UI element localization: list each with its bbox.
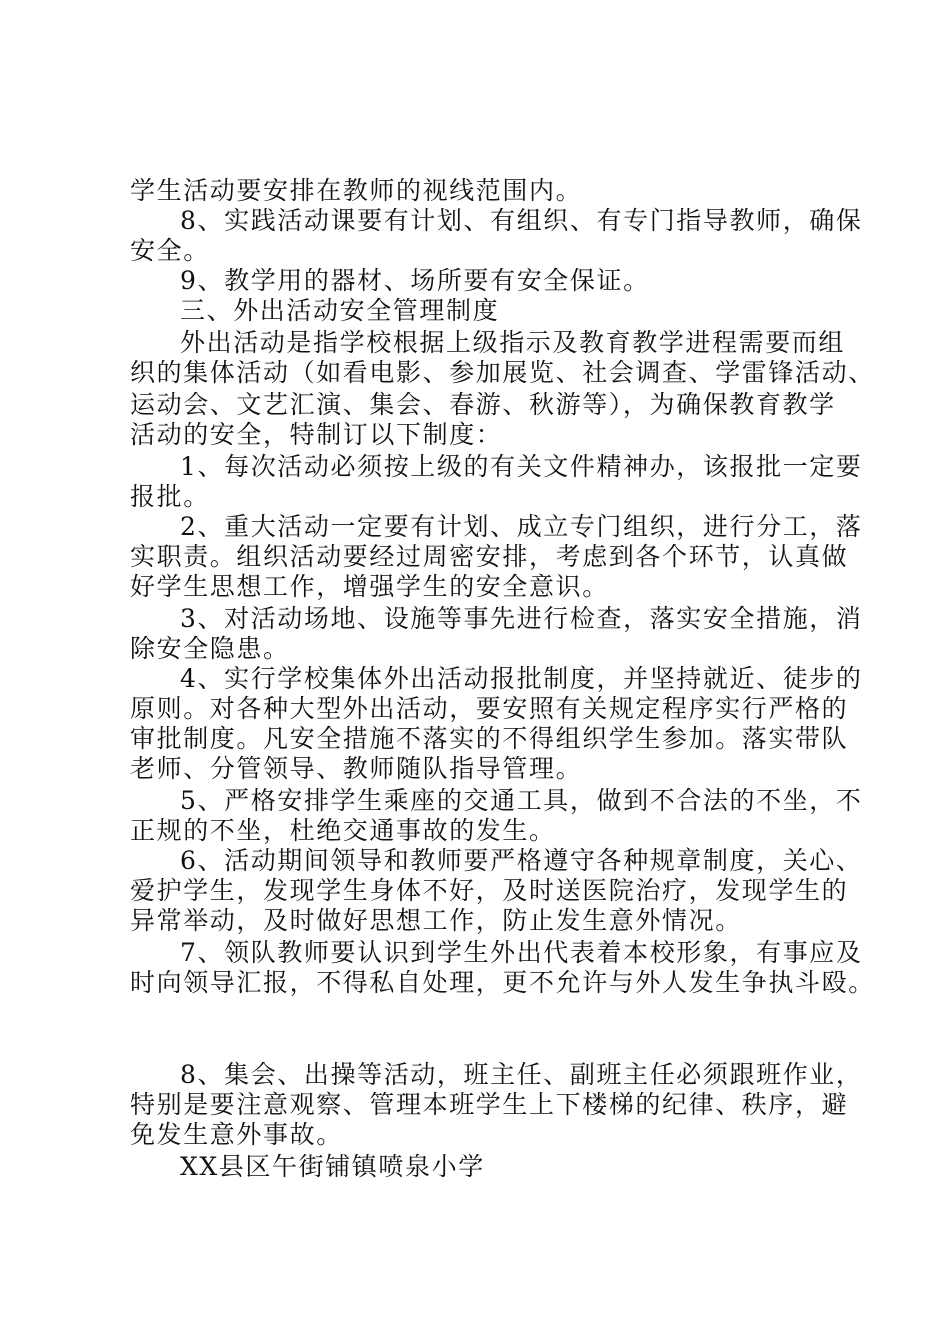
text-line: 织的集体活动（如看电影、参加展览、社会调查、学雷锋活动、: [130, 358, 875, 387]
text-line: 特别是要注意观察、管理本班学生上下楼梯的纪律、秩序，避: [130, 1090, 849, 1119]
text-line: 8、实践活动课要有计划、有组织、有专门指导教师，确保: [180, 206, 863, 235]
text-line: 安全。: [130, 236, 210, 265]
text-line: 3、对活动场地、设施等事先进行检查，落实安全措施，消: [180, 604, 863, 633]
text-line: 学生活动要安排在教师的视线范围内。: [130, 176, 583, 205]
section-heading: 三、外出活动安全管理制度: [180, 296, 500, 325]
text-line: 4、实行学校集体外出活动报批制度，并坚持就近、徒步的: [180, 664, 863, 693]
text-line: 免发生意外事故。: [130, 1120, 343, 1149]
text-line: 5、严格安排学生乘座的交通工具，做到不合法的不坐，不: [180, 786, 863, 815]
text-line: 外出活动是指学校根据上级指示及教育教学进程需要而组: [180, 328, 846, 357]
text-line: 1、每次活动必须按上级的有关文件精神办，该报批一定要: [180, 452, 863, 481]
text-line: 实职责。组织活动要经过周密安排，考虑到各个环节，认真做: [130, 542, 849, 571]
text-line: 正规的不坐，杜绝交通事故的发生。: [130, 816, 556, 845]
text-line: 活动的安全，特制订以下制度：: [130, 420, 503, 449]
text-line: 好学生思想工作，增强学生的安全意识。: [130, 572, 609, 601]
text-line: 异常举动，及时做好思想工作，防止发生意外情况。: [130, 906, 742, 935]
text-line: 爱护学生，发现学生身体不好，及时送医院治疗，发现学生的: [130, 876, 849, 905]
text-line: 9、教学用的器材、场所要有安全保证。: [180, 266, 650, 295]
text-line: 老师、分管领导、教师随队指导管理。: [130, 754, 583, 783]
text-line: 除安全隐患。: [130, 634, 290, 663]
signature-line: XX县区午街铺镇喷泉小学: [180, 1152, 485, 1181]
text-line: 审批制度。凡安全措施不落实的不得组织学生参加。落实带队: [130, 724, 849, 753]
text-line: 2、重大活动一定要有计划、成立专门组织，进行分工，落: [180, 512, 863, 541]
text-line: 运动会、文艺汇演、集会、春游、秋游等），为确保教育教学: [130, 390, 836, 419]
text-line: 8、集会、出操等活动，班主任、副班主任必须跟班作业，: [180, 1060, 863, 1089]
text-line: 报批。: [130, 482, 210, 511]
text-line: 7、领队教师要认识到学生外出代表着本校形象，有事应及: [180, 938, 863, 967]
text-line: 原则。对各种大型外出活动，要安照有关规定程序实行严格的: [130, 694, 849, 723]
text-line: 6、活动期间领导和教师要严格遵守各种规章制度，关心、: [180, 846, 863, 875]
text-line: 时向领导汇报，不得私自处理，更不允许与外人发生争执斗殴。: [130, 968, 875, 997]
